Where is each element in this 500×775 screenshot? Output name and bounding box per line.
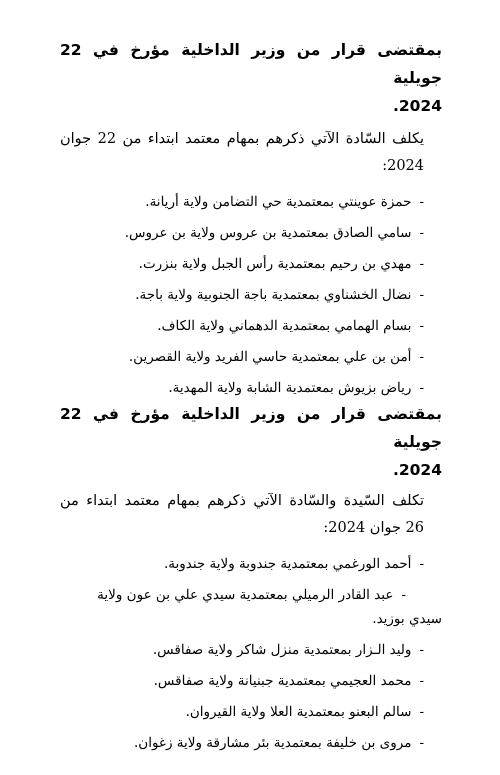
decree-heading: بمقتضى قرار من وزير الداخلية مؤرخ في 22 جويلية bbox=[60, 405, 442, 451]
list-item bbox=[60, 669, 442, 693]
list-dash: - bbox=[419, 556, 424, 572]
list-item bbox=[60, 376, 442, 400]
list-dash: - bbox=[419, 673, 424, 689]
appointee-text: عبد القادر الرميلي بمعتمدية سيدي علي بن عون ولاية سيدي بوزيد. bbox=[97, 587, 442, 627]
list-dash: - bbox=[419, 225, 424, 241]
list-dash: - bbox=[419, 704, 424, 720]
appointee-text: أمن بن علي بمعتمدية حاسي الفريد ولاية القصرين. bbox=[128, 349, 412, 365]
appointee-text: أحمد الورغمي بمعتمدية جندوبة ولاية جندوبة. bbox=[163, 556, 412, 572]
appointee-text: رياض بزيوش بمعتمدية الشابة ولاية المهدية. bbox=[168, 380, 412, 396]
decree-section-2 bbox=[60, 400, 442, 762]
appointee-text: محمد العجيمي بمعتمدية جبنيانة ولاية صفاقس. bbox=[153, 673, 412, 689]
list-item bbox=[60, 252, 442, 276]
decree-intro: يكلف السّادة الآتي ذكرهم بمهام معتمد ابتداء من 22 جوان 2024: bbox=[60, 131, 424, 174]
list-item bbox=[60, 700, 442, 724]
appointee-text: بسام الهمامي بمعتمدية الدهماني ولاية الكاف. bbox=[157, 318, 412, 334]
list-item bbox=[60, 583, 442, 631]
decree-heading: بمقتضى قرار من وزير الداخلية مؤرخ في 22 جويلية bbox=[60, 41, 442, 87]
list-item bbox=[60, 345, 442, 369]
list-item bbox=[60, 552, 442, 576]
list-item bbox=[60, 221, 442, 245]
list-item bbox=[60, 638, 442, 662]
appointee-text: نضال الخشناوي بمعتمدية باجة الجنوبية ولاية باجة. bbox=[135, 287, 412, 303]
appointee-text: مروى بن خليفة بمعتمدية بئر مشارقة ولاية زغوان. bbox=[134, 735, 412, 751]
appointee-text: سالم البعنو بمعتمدية العلا ولاية القيروان. bbox=[185, 704, 412, 720]
list-dash: - bbox=[419, 256, 424, 272]
appointee-list bbox=[60, 190, 442, 400]
decree-section-1 bbox=[60, 36, 442, 407]
list-dash: - bbox=[419, 318, 424, 334]
list-dash: - bbox=[419, 735, 424, 751]
appointee-text: مهدي بن رحيم بمعتمدية رأس الجبل ولاية بنزرت. bbox=[138, 256, 412, 272]
list-dash: - bbox=[401, 587, 406, 603]
decree-heading-year: 2024. bbox=[392, 97, 442, 115]
list-dash: - bbox=[419, 287, 424, 303]
list-dash: - bbox=[419, 380, 424, 396]
appointee-text: وليد الـزار بمعتمدية منزل شاكر ولاية صفاقس. bbox=[152, 642, 412, 658]
list-dash: - bbox=[419, 349, 424, 365]
list-item bbox=[60, 731, 442, 755]
list-item bbox=[60, 314, 442, 338]
list-dash: - bbox=[419, 194, 424, 210]
list-dash: - bbox=[419, 642, 424, 658]
appointee-text: سامي الصادق بمعتمدية بن عروس ولاية بن عروس. bbox=[124, 225, 412, 241]
list-item bbox=[60, 190, 442, 214]
list-item bbox=[60, 283, 442, 307]
decree-heading-year: 2024. bbox=[392, 461, 442, 479]
decree-intro: تكلف السّيدة والسّادة الآتي ذكرهم بمهام معتمد ابتداء من 26 جوان 2024: bbox=[60, 493, 424, 536]
appointee-list bbox=[60, 552, 442, 755]
appointee-text: حمزة عوينتي بمعتمدية حي التضامن ولاية أريانة. bbox=[145, 194, 412, 210]
